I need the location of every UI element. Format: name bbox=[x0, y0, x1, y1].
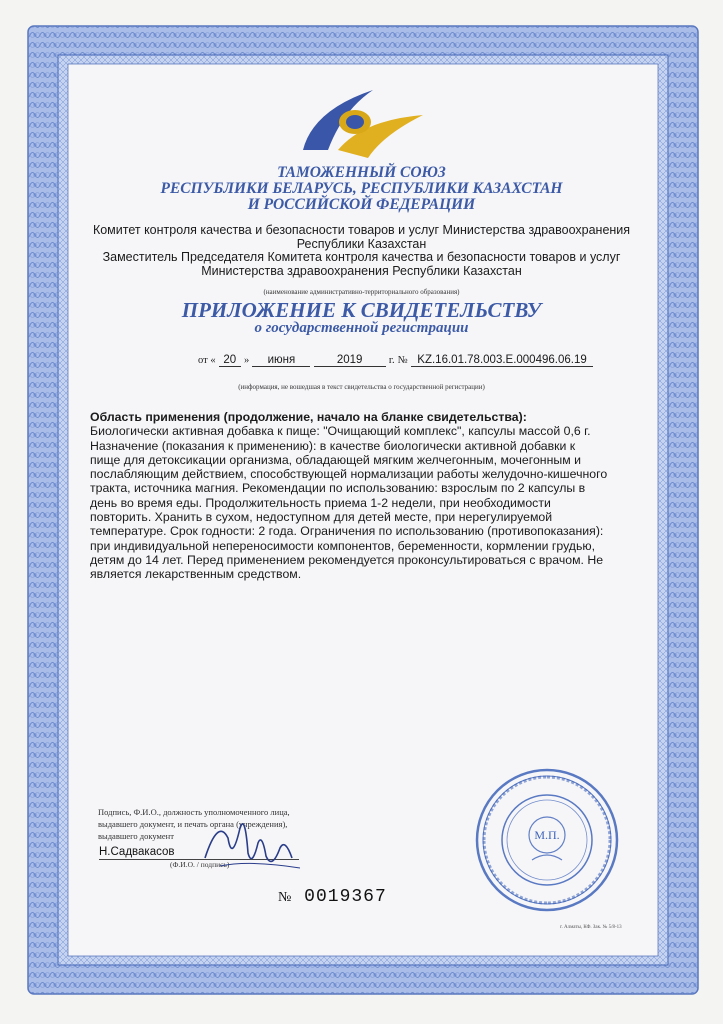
customs-union-title bbox=[100, 165, 623, 213]
signatory-name: Н.Садвакасов bbox=[99, 846, 175, 858]
union-line-3: И РОССИЙСКОЙ ФЕДЕРАЦИИ bbox=[247, 196, 476, 213]
serial-value: 0019367 bbox=[304, 887, 387, 907]
reg-day: 20 bbox=[219, 354, 241, 367]
serial-sign: № bbox=[278, 890, 293, 905]
committee-line-3: Заместитель Председателя Комитета контроля качества и безопасности товаров и услуг bbox=[102, 250, 621, 264]
union-line-2: РЕСПУБЛИКИ БЕЛАРУСЬ, РЕСПУБЛИКИ КАЗАХСТАН bbox=[160, 180, 563, 197]
committee-block bbox=[88, 224, 635, 300]
committee-line-4: Министерства здравоохранения Республики Казахстан bbox=[201, 263, 522, 278]
document-title: ПРИЛОЖЕНИЕ К СВИДЕТЕЛЬСТВУ bbox=[181, 298, 542, 322]
fio-caption: (Ф.И.О. / подпись) bbox=[170, 860, 230, 869]
sig-caption-line-3: выдавшего документ bbox=[98, 831, 174, 841]
print-info: г. Алматы, КФ. Зак. № 5/8-13 bbox=[560, 925, 622, 930]
from-label: от « bbox=[198, 355, 216, 366]
close-quote: » bbox=[243, 355, 250, 366]
content-paragraph: Биологически активная добавка к пище: "Очищающий комплекс", капсулы массой 0,6 г. Назначение (показания к применению): в качестве биологически активной добавки к пище для детоксикации организма, обладающей мягким желчегонным, мочегонным и послабляющим действием, способствующей нормализации работы желудочно-кишечного тракта, источника магния. Рекомендации по использованию: взрослым по 2 капсулы в день во время еды. Продолжительность приема 1-2 недели, при необходимости повторить. Хранить в сухом, недоступном для детей месте, при нерегулируемой температуре. Срок годности: 2 года. Ограничения по использованию (противопоказания): при индивидуальной непереносимости компонентов, беременности, кормлении грудью, детям до 14 лет. Перед применением рекомендуется проконсультироваться с врачом. Не является лекарственным средством. bbox=[90, 424, 608, 582]
reg-number: KZ.16.01.78.003.E.000496.06.19 bbox=[411, 354, 593, 367]
official-seal bbox=[472, 765, 622, 920]
year-suffix: г. bbox=[388, 355, 395, 366]
application-content bbox=[90, 410, 608, 582]
sig-caption-line-1: Подпись, Ф.И.О., должность уполномоченного лица, bbox=[98, 807, 290, 817]
sig-caption-line-2: выдавшего документ, и печать органа (учреждения), bbox=[98, 819, 288, 829]
handwritten-signature bbox=[200, 808, 310, 883]
seal-center-text: М.П. bbox=[534, 828, 560, 842]
number-label: № bbox=[397, 355, 408, 366]
registration-caption: (информация, не вошедшая в текст свидетельства о государственной регистрации) bbox=[238, 383, 485, 391]
reg-month: июня bbox=[252, 354, 310, 367]
committee-line-2: Республики Казахстан bbox=[296, 236, 427, 251]
union-line-1: ТАМОЖЕННЫЙ СОЮЗ bbox=[277, 164, 446, 181]
customs-union-emblem bbox=[283, 80, 433, 170]
document-subtitle: о государственной регистрации bbox=[254, 320, 469, 336]
committee-caption: (наименование административно-территориального образования) bbox=[263, 288, 460, 296]
committee-line-1: Комитет контроля качества и безопасности товаров и услуг Министерства здравоохранения bbox=[92, 223, 631, 237]
registration-line bbox=[198, 354, 628, 367]
reg-year: 2019 bbox=[314, 354, 386, 367]
serial-number bbox=[278, 887, 387, 907]
content-heading: Область применения (продолжение, начало на бланке свидетельства): bbox=[90, 410, 527, 424]
